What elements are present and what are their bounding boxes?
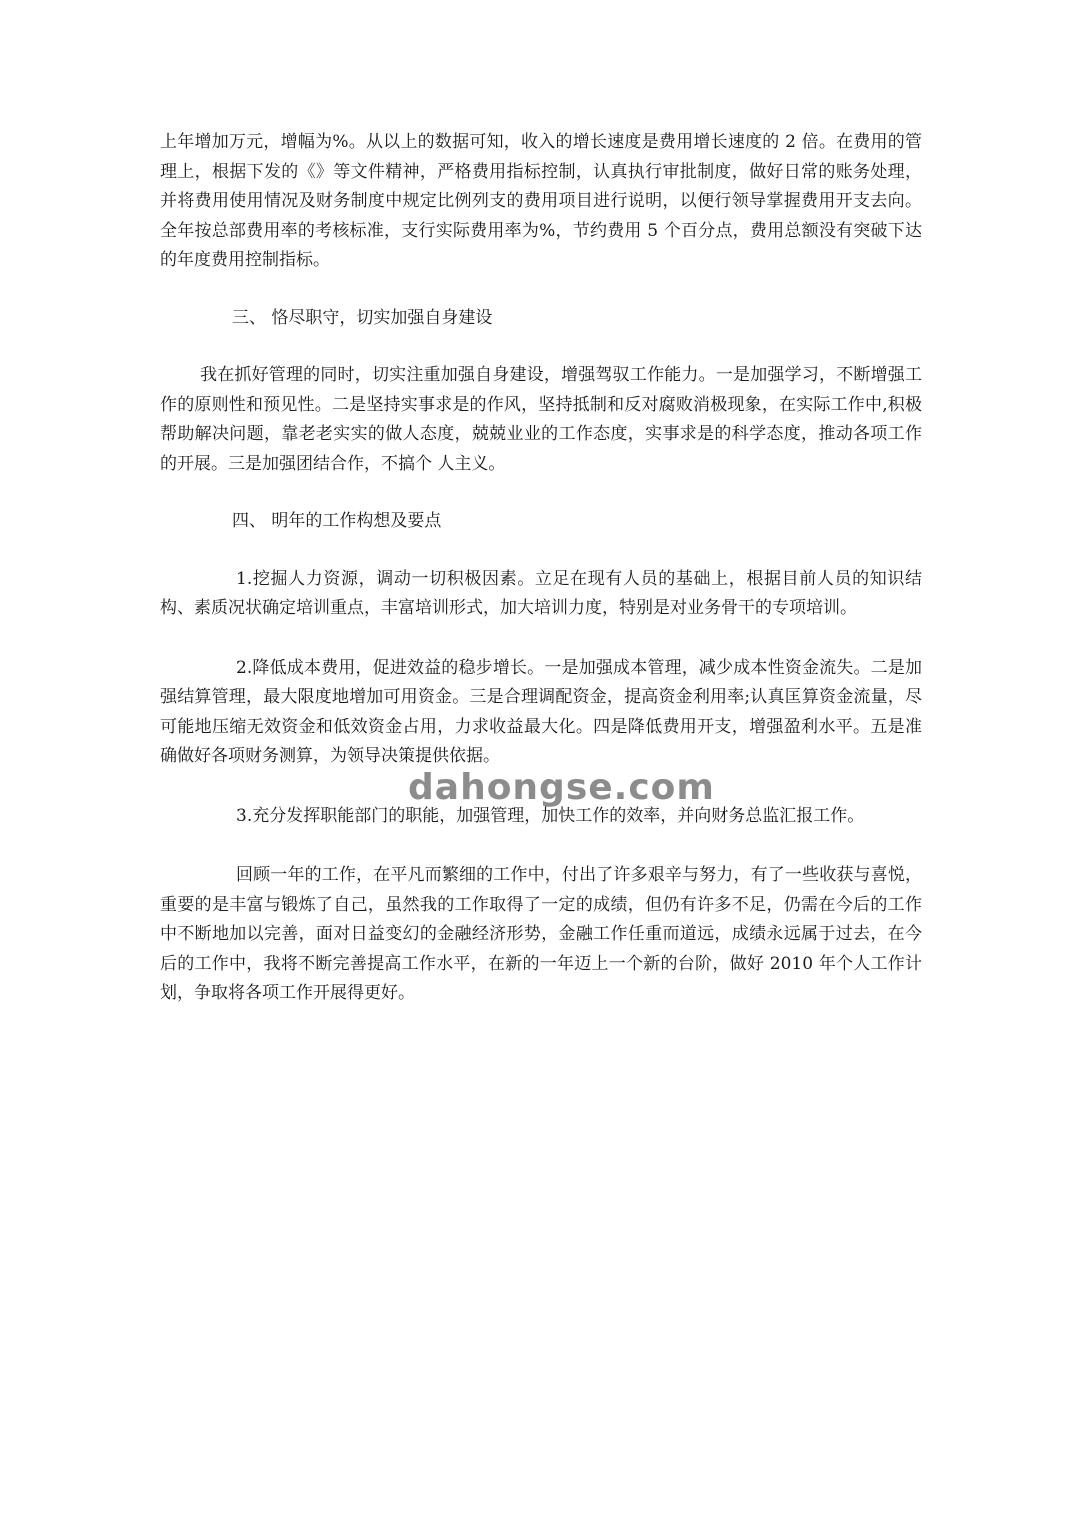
paragraph-plan-item-1: 1.挖掘人力资源，调动一切积极因素。立足在现有人员的基础上，根据目前人员的知识结构、素质况状确定培训重点，丰富培训形式，加大培训力度，特别是对业务骨干的专项培训。 [160,568,922,618]
paragraph-plan-item-3: 3.充分发挥职能部门的职能，加强管理，加快工作的效率，并向财务总监汇报工作。 [236,805,865,826]
watermark-logo: dahongse.com [408,767,715,808]
document-body [160,128,922,1009]
paragraph-plan-item-2: 2.降低成本费用，促进效益的稳步增长。一是加强成本管理，减少成本性资金流失。二是加强结算管理，最大限度地增加可用资金。三是合理调配资金，提高资金利用率;认真匡算资金流量，尽可能地压缩无效资金和低效资金占用，力求收益最大化。四是降低费用开支，增强盈利水平。五是准确做好各项财务测算，为领导决策提供依据。 [160,657,922,766]
paragraph-review-summary: 回顾一年的工作，在平凡而繁细的工作中，付出了许多艰辛与努力，有了一些收获与喜悦，重要的是丰富与锻炼了自己，虽然我的工作取得了一定的成绩，但仍有许多不足，仍需在今后的工作中不断地加以完善，面对日益变幻的金融经济形势，金融工作任重而道远，成绩永远属于过去，在今后的工作中，我将不断完善提高工作水平，在新的一年迈上一个新的台阶，做好 2010 年个人工作计划，争取将各项工作开展得更好。 [160,865,922,1003]
paragraph-expense-management: 上年增加万元，增幅为%。从以上的数据可知，收入的增长速度是费用增长速度的 2 倍。在费用的管理上，根据下发的《》等文件精神，严格费用指标控制，认真执行审批制度，做好日常的账务处理，并将费用使用情况及财务制度中规定比例列支的费用项目进行说明，以便行领导掌握费用开支去向。全年按总部费用率的考核标准，支行实际费用率为%，节约费用 5 个百分点，费用总额没有突破下达的年度费用控制指标。 [160,132,922,270]
section-heading-4: 四、 明年的工作构想及要点 [232,511,442,531]
paragraph-self-building: 我在抓好管理的同时，切实注重加强自身建设，增强驾驭工作能力。一是加强学习，不断增强工作的原则性和预见性。二是坚持实事求是的作风，坚持抵制和反对腐败消极现象，在实际工作中,积极帮助解决问题，靠老老实实的做人态度，兢兢业业的工作态度，实事求是的科学态度，推动各项工作的开展。三是加强团结合作，不搞个 人主义。 [160,365,922,474]
section-heading-3: 三、 恪尽职守，切实加强自身建设 [232,307,493,328]
